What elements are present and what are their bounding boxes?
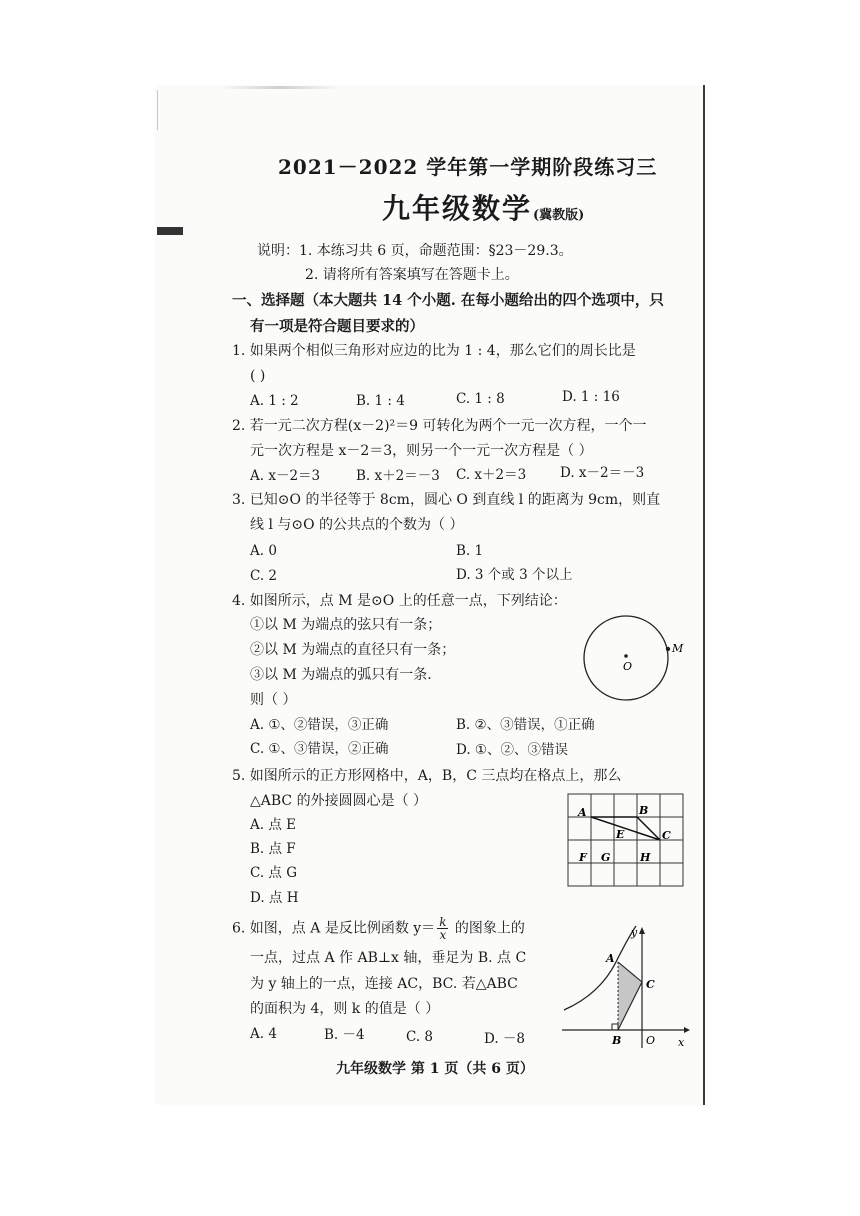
section-heading-line1: 一、选择题（本大题共 14 个小题. 在每小题给出的四个选项中，只	[232, 292, 664, 309]
q5-option-a: A. 点 E	[250, 817, 296, 833]
q4-option-c: C. ①、③错误，②正确	[250, 741, 389, 757]
q1-stem-line2: ( )	[250, 368, 266, 384]
y-axis-arrow	[639, 927, 645, 934]
q6-option-d: D. －8	[484, 1031, 526, 1047]
q5-option-c: C. 点 G	[250, 865, 298, 881]
q3-option-b: B. 1	[456, 543, 484, 559]
label-f: F	[579, 851, 587, 864]
q6-stem-line2: 一点，过点 A 作 AB⊥x 轴，垂足为 B. 点 C	[250, 950, 527, 966]
label-c: C	[646, 978, 655, 991]
q2-option-b: B. x＋2＝－3	[356, 468, 440, 484]
q4-option-a: A. ①、②错误，③正确	[250, 717, 389, 733]
label-c: C	[662, 829, 671, 842]
q3-option-a: A. 0	[250, 543, 277, 559]
q6-stem-part1: 6. 如图，点 A 是反比例函数 y＝	[232, 920, 436, 937]
x-axis-arrow	[684, 1027, 690, 1033]
label-e: E	[616, 828, 625, 841]
q5-stem-line2: △ABC 的外接圆圆心是（ ）	[250, 793, 428, 809]
q4-item-2: ②以 M 为端点的直径只有一条；	[250, 642, 456, 658]
q1-stem-line1: 1. 如果两个相似三角形对应边的比为 1 : 4，那么它们的周长比是	[232, 343, 636, 359]
label-x: x	[678, 1036, 685, 1049]
exam-title: 2021－2022 学年第一学期阶段练习三	[278, 155, 658, 179]
q4-item-1: ①以 M 为端点的弦只有一条；	[250, 617, 442, 633]
edition-label: (冀教版)	[533, 208, 585, 223]
label-a: A	[578, 806, 587, 819]
label-m: M	[672, 642, 684, 655]
label-g: G	[601, 851, 611, 864]
fraction-denominator: x	[439, 928, 447, 942]
q6-stem-line3: 为 y 轴上的一点，连接 AC，BC. 若△ABC	[250, 976, 518, 992]
note-1: 说明：1. 本练习共 6 页，命题范围：§23－29.3。	[257, 243, 573, 259]
q2-option-d: D. x－2＝－3	[560, 465, 645, 481]
q4-item-3: ③以 M 为端点的弧只有一条.	[250, 667, 432, 683]
q3-option-d: D. 3 个或 3 个以上	[456, 567, 573, 583]
label-y: y	[631, 926, 638, 939]
q2-stem-line1: 2. 若一元二次方程(x－2)²＝9 可转化为两个一元一次方程，一个一	[232, 418, 647, 434]
q1-option-d: D. 1 : 16	[562, 389, 620, 405]
circle-o	[584, 616, 668, 700]
label-o: O	[623, 660, 633, 673]
q1-option-c: C. 1 : 8	[456, 391, 505, 407]
q6-fraction	[437, 916, 448, 941]
q6-option-a: A. 4	[250, 1026, 277, 1042]
q1-option-a: A. 1 : 2	[250, 393, 299, 409]
q6-stem-line4: 的面积为 4，则 k 的值是（ ）	[250, 1001, 440, 1017]
q3-option-c: C. 2	[250, 568, 278, 584]
q5-option-d: D. 点 H	[250, 890, 299, 906]
q4-option-b: B. ②、③错误，①正确	[456, 717, 595, 733]
note-2: 2. 请将所有答案填写在答题卡上。	[305, 267, 519, 283]
q3-stem-line2: 线 l 与⊙O 的公共点的个数为（ ）	[250, 517, 464, 533]
q5-option-b: B. 点 F	[250, 841, 296, 857]
q6-stem-line1	[232, 916, 525, 941]
scan-smudge	[220, 86, 340, 89]
q1-option-b: B. 1 : 4	[356, 393, 405, 409]
q4-circle-figure	[580, 612, 690, 704]
fraction-numerator: k	[439, 915, 447, 929]
point-m	[666, 647, 670, 651]
page-footer: 九年级数学 第 1 页（共 6 页）	[336, 1061, 534, 1077]
label-a: A	[606, 952, 615, 965]
q6-stem-part2: 的图象上的	[450, 920, 525, 937]
center-point	[624, 654, 628, 658]
q4-stem-line1: 4. 如图所示，点 M 是⊙O 上的任意一点，下列结论：	[232, 593, 567, 609]
q5-stem-line1: 5. 如图所示的正方形网格中，A，B，C 三点均在格点上，那么	[232, 768, 622, 784]
q4-option-d: D. ①、②、③错误	[456, 742, 569, 758]
q2-option-a: A. x－2＝3	[250, 468, 321, 484]
section-heading-line2: 有一项是符合题目要求的）	[250, 318, 424, 335]
q5-grid-figure	[560, 790, 690, 890]
subject-title: 九年级数学	[382, 192, 533, 225]
label-o: O	[646, 1034, 656, 1047]
q2-option-c: C. x＋2＝3	[456, 467, 527, 483]
label-b: B	[639, 804, 649, 817]
q3-stem-line1: 3. 已知⊙O 的半径等于 8cm，圆心 O 到直线 l 的距离为 9cm，则直	[232, 492, 661, 508]
q6-option-b: B. －4	[324, 1027, 365, 1043]
q2-stem-line2: 元一次方程是 x－2＝3，则另一个一元一次方程是（ ）	[250, 443, 593, 459]
right-angle-mark	[612, 1024, 618, 1030]
label-h: H	[640, 851, 651, 864]
label-b: B	[612, 1034, 622, 1047]
q6-graph-figure	[560, 922, 692, 1050]
binding-mark	[157, 227, 183, 235]
q4-stem-line2: 则（ ）	[250, 692, 297, 708]
q6-option-c: C. 8	[406, 1029, 434, 1045]
scan-edge-line	[157, 90, 158, 130]
triangle-abc	[591, 817, 660, 840]
